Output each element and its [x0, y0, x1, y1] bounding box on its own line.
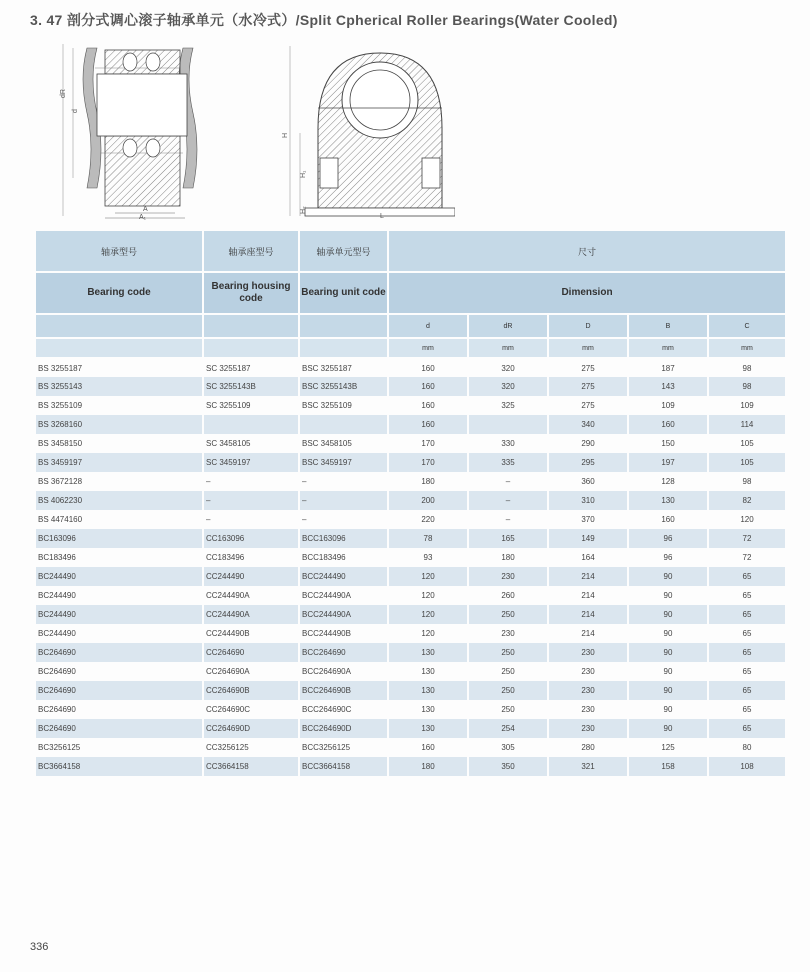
cell-housing-code: SC 3255187 [203, 358, 299, 377]
label-a1: A₁ [139, 214, 147, 220]
cell-d: 130 [388, 719, 468, 738]
side-section-view [60, 44, 197, 220]
front-view [282, 46, 455, 220]
cell-b: 90 [628, 643, 708, 662]
cell-d: 130 [388, 681, 468, 700]
table-row [36, 738, 786, 757]
cell-outer-d: 149 [548, 529, 628, 548]
cell-unit-code: BCC244490B [299, 624, 388, 643]
cell-unit-code: BSC 3255143B [299, 377, 388, 396]
cell-bearing-code: BS 3672128 [36, 472, 203, 491]
cell-housing-code: SC 3255109 [203, 396, 299, 415]
cell-housing-code: CC163096 [203, 529, 299, 548]
cell-d: 170 [388, 453, 468, 472]
table-row [36, 757, 786, 776]
cell-dr [468, 415, 548, 434]
table-row [36, 567, 786, 586]
table-row [36, 453, 786, 472]
cell-housing-code: CC264690B [203, 681, 299, 700]
cell-c: 80 [708, 738, 786, 757]
cell-b: 90 [628, 567, 708, 586]
cell-b: 158 [628, 757, 708, 776]
cell-housing-code: CC264690 [203, 643, 299, 662]
cell-unit-code: BCC3256125 [299, 738, 388, 757]
cell-d: 160 [388, 358, 468, 377]
cell-housing-code: – [203, 472, 299, 491]
cell-bearing-code: BS 3255187 [36, 358, 203, 377]
cell-d: 130 [388, 643, 468, 662]
cell-bearing-code: BS 4062230 [36, 491, 203, 510]
cell-b: 90 [628, 719, 708, 738]
cell-c: 65 [708, 624, 786, 643]
cell-dr: 325 [468, 396, 548, 415]
bearing-spec-table [36, 231, 787, 776]
cell-b: 197 [628, 453, 708, 472]
label-l: L [380, 213, 384, 220]
cell-bearing-code: BS 3255143 [36, 377, 203, 396]
cell-b: 90 [628, 586, 708, 605]
cell-b: 143 [628, 377, 708, 396]
cell-b: 90 [628, 662, 708, 681]
cell-d: 160 [388, 738, 468, 757]
cell-outer-d: 230 [548, 719, 628, 738]
cell-housing-code: CC264690A [203, 662, 299, 681]
cell-d: 130 [388, 662, 468, 681]
cell-outer-d: 290 [548, 434, 628, 453]
cell-housing-code: CC3664158 [203, 757, 299, 776]
cell-outer-d: 295 [548, 453, 628, 472]
cell-b: 96 [628, 529, 708, 548]
symbol-outer-d: D [548, 314, 628, 338]
cell-dr: 250 [468, 605, 548, 624]
cell-housing-code: CC244490B [203, 624, 299, 643]
cell-dr: 250 [468, 662, 548, 681]
cell-d: 180 [388, 757, 468, 776]
cell-dr: 165 [468, 529, 548, 548]
cell-bearing-code: BC264690 [36, 681, 203, 700]
table-row [36, 415, 786, 434]
table-row [36, 434, 786, 453]
cell-outer-d: 275 [548, 396, 628, 415]
cell-b: 128 [628, 472, 708, 491]
cell-dr: 305 [468, 738, 548, 757]
cell-housing-code [203, 415, 299, 434]
cell-outer-d: 310 [548, 491, 628, 510]
cell-d: 160 [388, 396, 468, 415]
cell-bearing-code: BC264690 [36, 662, 203, 681]
symbol-dr: dR [468, 314, 548, 338]
table-row [36, 472, 786, 491]
cell-outer-d: 230 [548, 700, 628, 719]
cell-d: 180 [388, 472, 468, 491]
header-en-housing-code: Bearing housing code [203, 272, 299, 314]
unit-mm: mm [548, 338, 628, 358]
table-row [36, 662, 786, 681]
table-row [36, 491, 786, 510]
bearing-drawings [35, 38, 455, 220]
label-dr: dR [60, 89, 67, 98]
cell-bearing-code: BS 4474160 [36, 510, 203, 529]
cell-d: 93 [388, 548, 468, 567]
cell-outer-d: 214 [548, 586, 628, 605]
cell-housing-code: CC264690C [203, 700, 299, 719]
cell-dr: 230 [468, 567, 548, 586]
cell-c: 72 [708, 529, 786, 548]
cell-bearing-code: BC163096 [36, 529, 203, 548]
cell-dr: 250 [468, 681, 548, 700]
cell-d: 120 [388, 605, 468, 624]
cell-unit-code: BCC244490A [299, 605, 388, 624]
table-row [36, 586, 786, 605]
cell-d: 120 [388, 624, 468, 643]
cell-unit-code: BCC264690A [299, 662, 388, 681]
cell-outer-d: 230 [548, 662, 628, 681]
cell-b: 160 [628, 510, 708, 529]
symbol-b: B [628, 314, 708, 338]
cell-bearing-code: BC264690 [36, 700, 203, 719]
table-row [36, 358, 786, 377]
cell-d: 78 [388, 529, 468, 548]
cell-c: 72 [708, 548, 786, 567]
table-body [36, 358, 786, 776]
cell-dr: – [468, 491, 548, 510]
cell-housing-code: – [203, 491, 299, 510]
page-title: 3. 47 剖分式调心滚子轴承单元（水冷式）/Split Cpherical Roller Bearings(Water Cooled) [30, 12, 618, 28]
cell-bearing-code: BS 3459197 [36, 453, 203, 472]
cell-outer-d: 230 [548, 643, 628, 662]
cell-bearing-code: BC244490 [36, 624, 203, 643]
table-row [36, 529, 786, 548]
cell-unit-code: BCC183496 [299, 548, 388, 567]
cell-outer-d: 360 [548, 472, 628, 491]
cell-bearing-code: BC3664158 [36, 757, 203, 776]
cell-c: 109 [708, 396, 786, 415]
cell-bearing-code: BC244490 [36, 605, 203, 624]
table-row [36, 643, 786, 662]
cell-unit-code: BCC264690B [299, 681, 388, 700]
cell-housing-code: CC183496 [203, 548, 299, 567]
cell-d: 200 [388, 491, 468, 510]
cell-c: 65 [708, 643, 786, 662]
cell-unit-code: – [299, 472, 388, 491]
header-en-bearing-code: Bearing code [36, 272, 203, 314]
header-en-unit-code: Bearing unit code [299, 272, 388, 314]
cell-c: 114 [708, 415, 786, 434]
cell-c: 108 [708, 757, 786, 776]
label-d: d [72, 109, 79, 113]
label-a: A [143, 206, 148, 213]
cell-b: 109 [628, 396, 708, 415]
cell-housing-code: CC3256125 [203, 738, 299, 757]
cell-c: 105 [708, 434, 786, 453]
cell-b: 90 [628, 605, 708, 624]
cell-b: 90 [628, 681, 708, 700]
table-row [36, 510, 786, 529]
cell-bearing-code: BC183496 [36, 548, 203, 567]
cell-outer-d: 214 [548, 605, 628, 624]
unit-mm: mm [628, 338, 708, 358]
cell-unit-code: BCC244490A [299, 586, 388, 605]
cell-dr: 180 [468, 548, 548, 567]
cell-dr: 230 [468, 624, 548, 643]
label-h: H [282, 132, 289, 138]
unit-mm: mm [708, 338, 786, 358]
table-row [36, 377, 786, 396]
cell-housing-code: SC 3459197 [203, 453, 299, 472]
header-cn-housing-code: 轴承座型号 [203, 231, 299, 272]
cell-unit-code: BSC 3255187 [299, 358, 388, 377]
cell-dr: – [468, 510, 548, 529]
cell-b: 125 [628, 738, 708, 757]
cell-outer-d: 321 [548, 757, 628, 776]
cell-outer-d: 214 [548, 624, 628, 643]
cell-bearing-code: BS 3268160 [36, 415, 203, 434]
cell-outer-d: 370 [548, 510, 628, 529]
table-row [36, 681, 786, 700]
cell-housing-code: CC244490A [203, 605, 299, 624]
cell-c: 82 [708, 491, 786, 510]
cell-bearing-code: BC264690 [36, 643, 203, 662]
symbol-d: d [388, 314, 468, 338]
cell-d: 170 [388, 434, 468, 453]
cell-dr: 260 [468, 586, 548, 605]
cell-unit-code: BSC 3459197 [299, 453, 388, 472]
cell-outer-d: 214 [548, 567, 628, 586]
cell-c: 98 [708, 377, 786, 396]
cell-outer-d: 275 [548, 358, 628, 377]
cell-b: 90 [628, 624, 708, 643]
cell-b: 96 [628, 548, 708, 567]
cell-b: 187 [628, 358, 708, 377]
unit-mm: mm [468, 338, 548, 358]
cell-d: 220 [388, 510, 468, 529]
header-cn-unit-code: 轴承单元型号 [299, 231, 388, 272]
cell-c: 98 [708, 358, 786, 377]
cell-d: 120 [388, 567, 468, 586]
cell-c: 65 [708, 681, 786, 700]
label-h1: H₁ [300, 170, 307, 178]
cell-housing-code: – [203, 510, 299, 529]
cell-dr: 250 [468, 700, 548, 719]
cell-d: 160 [388, 377, 468, 396]
header-en-dimension: Dimension [388, 272, 786, 314]
table-row [36, 396, 786, 415]
cell-unit-code: – [299, 491, 388, 510]
cell-housing-code: CC264690D [203, 719, 299, 738]
cell-bearing-code: BS 3458150 [36, 434, 203, 453]
cell-b: 130 [628, 491, 708, 510]
cell-bearing-code: BC264690 [36, 719, 203, 738]
cell-dr: 254 [468, 719, 548, 738]
cell-unit-code [299, 415, 388, 434]
cell-outer-d: 340 [548, 415, 628, 434]
cell-unit-code: BCC264690D [299, 719, 388, 738]
symbol-c: C [708, 314, 786, 338]
cell-d: 120 [388, 586, 468, 605]
cell-bearing-code: BC244490 [36, 586, 203, 605]
table-row [36, 719, 786, 738]
cell-dr: – [468, 472, 548, 491]
unit-mm: mm [388, 338, 468, 358]
cell-dr: 250 [468, 643, 548, 662]
cell-dr: 320 [468, 377, 548, 396]
cell-unit-code: BSC 3255109 [299, 396, 388, 415]
cell-dr: 350 [468, 757, 548, 776]
cell-c: 65 [708, 719, 786, 738]
cell-housing-code: CC244490 [203, 567, 299, 586]
cell-d: 130 [388, 700, 468, 719]
label-h2: H₂ [300, 206, 307, 214]
cell-c: 65 [708, 662, 786, 681]
cell-bearing-code: BS 3255109 [36, 396, 203, 415]
table-row [36, 700, 786, 719]
header-cn-bearing-code: 轴承型号 [36, 231, 203, 272]
cell-unit-code: BCC3664158 [299, 757, 388, 776]
table-row [36, 605, 786, 624]
cell-outer-d: 164 [548, 548, 628, 567]
cell-b: 90 [628, 700, 708, 719]
cell-c: 105 [708, 453, 786, 472]
cell-outer-d: 275 [548, 377, 628, 396]
cell-dr: 335 [468, 453, 548, 472]
cell-c: 65 [708, 567, 786, 586]
cell-housing-code: SC 3255143B [203, 377, 299, 396]
cell-c: 98 [708, 472, 786, 491]
table-row [36, 624, 786, 643]
cell-b: 160 [628, 415, 708, 434]
cell-d: 160 [388, 415, 468, 434]
cell-dr: 320 [468, 358, 548, 377]
cell-c: 120 [708, 510, 786, 529]
cell-dr: 330 [468, 434, 548, 453]
cell-b: 150 [628, 434, 708, 453]
cell-unit-code: – [299, 510, 388, 529]
cell-outer-d: 280 [548, 738, 628, 757]
cell-c: 65 [708, 586, 786, 605]
table-row [36, 548, 786, 567]
cell-housing-code: SC 3458105 [203, 434, 299, 453]
cell-unit-code: BCC264690C [299, 700, 388, 719]
cell-unit-code: BSC 3458105 [299, 434, 388, 453]
cell-unit-code: BCC244490 [299, 567, 388, 586]
cell-unit-code: BCC264690 [299, 643, 388, 662]
cell-outer-d: 230 [548, 681, 628, 700]
cell-housing-code: CC244490A [203, 586, 299, 605]
cell-unit-code: BCC163096 [299, 529, 388, 548]
cell-c: 65 [708, 700, 786, 719]
cell-c: 65 [708, 605, 786, 624]
page-number: 336 [30, 941, 49, 953]
header-cn-dimension: 尺寸 [388, 231, 786, 272]
cell-bearing-code: BC244490 [36, 567, 203, 586]
cell-bearing-code: BC3256125 [36, 738, 203, 757]
